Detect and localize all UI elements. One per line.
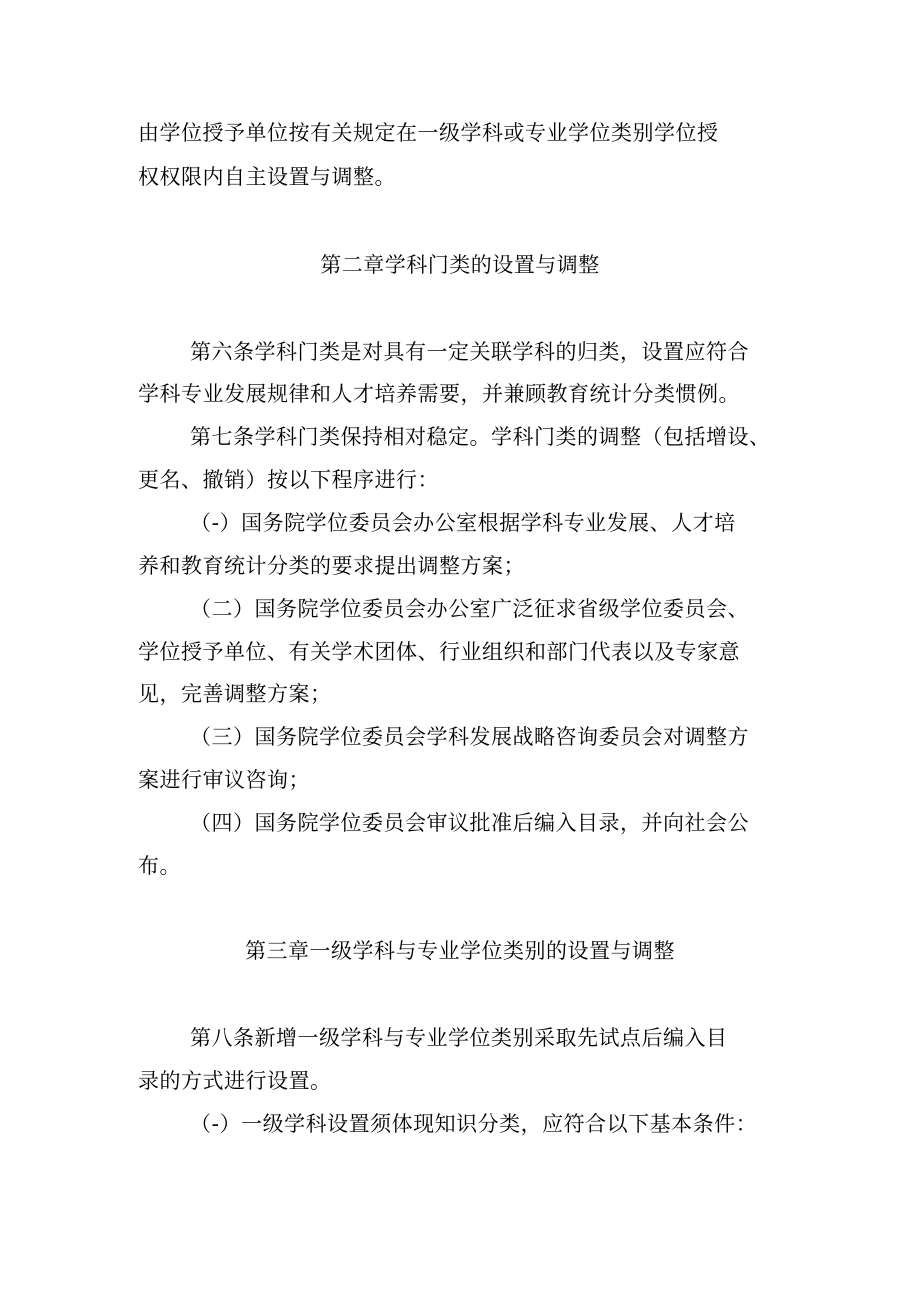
article-6-line-2: 学科专业发展规律和人才培养需要，并兼顾教育统计分类惯例。 [138,382,740,406]
article-7-item-3-line-2: 案进行审议咨询； [138,768,310,792]
article-7-line-2: 更名、撤销）按以下程序进行： [138,468,439,492]
article-7-line-1: 第七条学科门类保持相对稳定。学科门类的调整（包括增设、 [190,425,771,449]
intro-line-1: 由学位授予单位按有关规定在一级学科或专业学位类别学位授 [138,121,719,145]
article-7-item-1-line-2: 养和教育统计分类的要求提出调整方案； [138,554,525,578]
chapter-3-heading: 第三章一级学科与专业学位类别的设置与调整 [245,939,675,963]
article-7-item-2-line-1: （二）国务院学位委员会办公室广泛征求省级学位委员会、 [190,597,749,621]
article-7-item-3-line-1: （三）国务院学位委员会学科发展战略咨询委员会对调整方 [190,725,749,749]
article-7-item-4-line-2: 布。 [138,854,181,878]
article-7-item-2-line-3: 见，完善调整方案； [138,682,332,706]
chapter-2-heading: 第二章学科门类的设置与调整 [320,253,600,277]
article-7-item-4-line-1: （四）国务院学位委员会审议批准后编入目录，并向社会公 [190,811,749,835]
article-6-line-1: 第六条学科门类是对具有一定关联学科的归类，设置应符合 [190,340,749,364]
article-7-item-1-line-1: （-）国务院学位委员会办公室根据学科专业发展、人才培 [190,511,736,535]
article-8-line-2: 录的方式进行设置。 [138,1069,332,1093]
article-7-item-2-line-2: 学位授予单位、有关学术团体、行业组织和部门代表以及专家意 [138,640,740,664]
article-8-item-1-line-1: （-）一级学科设置须体现知识分类，应符合以下基本条件： [190,1112,758,1136]
intro-line-2: 权权限内自主设置与调整。 [138,165,396,189]
article-8-line-1: 第八条新增一级学科与专业学位类别采取先试点后编入目 [190,1026,728,1050]
